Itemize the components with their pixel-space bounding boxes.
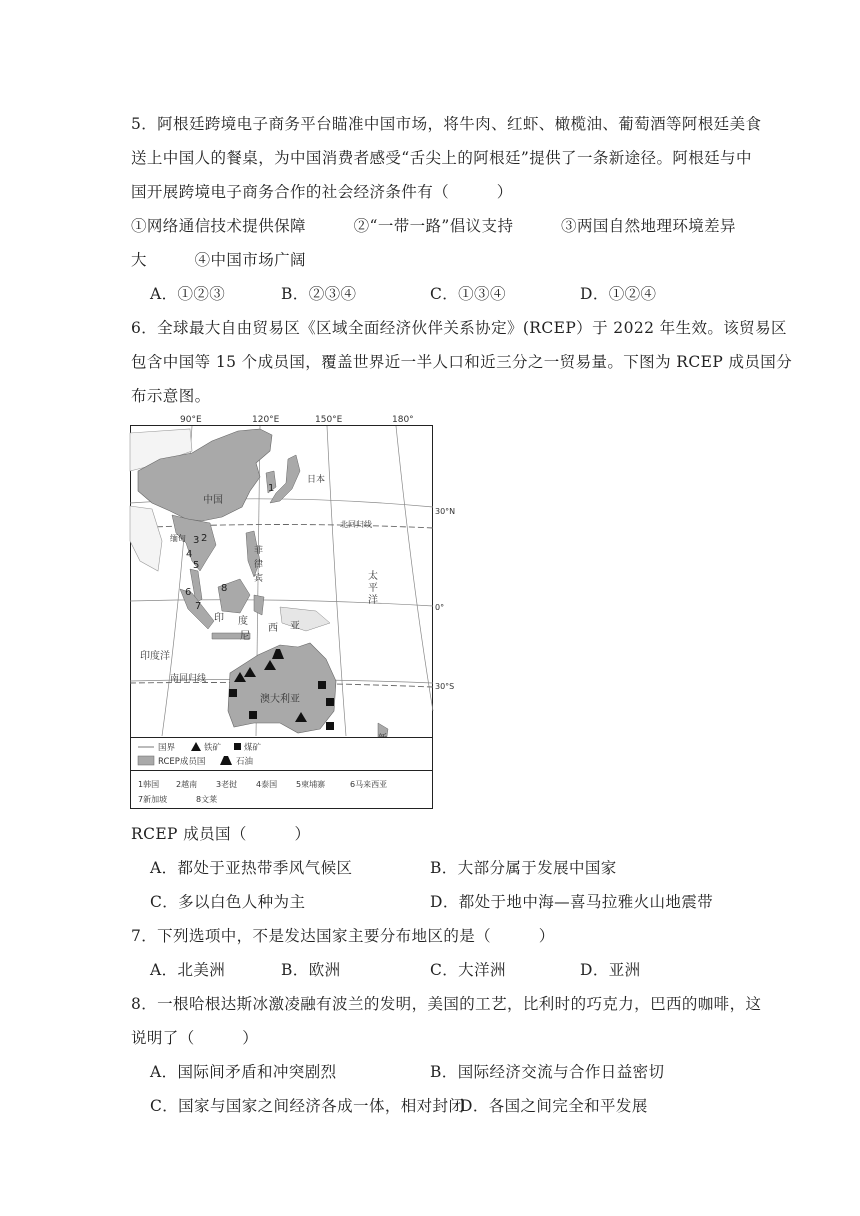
q7-option-b[interactable]: B．欧洲 bbox=[281, 961, 341, 979]
coal-legend-icon bbox=[234, 743, 241, 750]
q5-option-a[interactable]: A．①②③ bbox=[150, 285, 226, 303]
coal-icon bbox=[326, 722, 334, 730]
label-philippines-3: 宾 bbox=[254, 574, 264, 584]
key-2: 2越南 bbox=[176, 780, 198, 789]
q7-option-d[interactable]: D．亚洲 bbox=[580, 961, 641, 979]
q7-option-c[interactable]: C．大洋洲 bbox=[430, 961, 506, 979]
q6-option-d[interactable]: D．都处于地中海—喜马拉雅火山地震带 bbox=[430, 893, 714, 911]
lon-120e: 120°E bbox=[252, 415, 280, 425]
num-3: 3 bbox=[193, 535, 200, 546]
key-7: 7新加坡 bbox=[138, 795, 168, 804]
rcep-map bbox=[130, 411, 456, 809]
member-legend-icon bbox=[138, 756, 154, 765]
q5-statements-1: ①网络通信技术提供保障 ②“一带一路”倡议支持 ③两国自然地理环境差异 bbox=[131, 217, 736, 235]
q6-line-2: 包含中国等 15 个成员国，覆盖世界近一半人口和近三分之一贸易量。下图为 RCEP 成员国分 bbox=[131, 353, 793, 371]
num-6: 6 bbox=[185, 587, 192, 598]
legend-iron: 铁矿 bbox=[204, 743, 222, 753]
lat-30n: 30°N bbox=[435, 507, 456, 516]
q6-stem: RCEP 成员国（ ） bbox=[131, 825, 311, 843]
legend-border: 国界 bbox=[158, 743, 176, 753]
q5-option-c[interactable]: C．①③④ bbox=[430, 285, 506, 303]
q8-option-b[interactable]: B．国际经济交流与合作日益密切 bbox=[430, 1063, 665, 1081]
q8-line-2: 说明了（ ） bbox=[131, 1029, 259, 1047]
lon-90e: 90°E bbox=[180, 415, 202, 425]
label-myanmar: 缅甸 bbox=[170, 534, 186, 543]
q6-option-b[interactable]: B．大部分属于发展中国家 bbox=[430, 859, 617, 877]
label-pacific-2: 平 bbox=[368, 583, 378, 594]
q7-option-a[interactable]: A．北美洲 bbox=[150, 961, 226, 979]
q8-option-d[interactable]: D．各国之间完全和平发展 bbox=[460, 1097, 648, 1115]
legend-member: RCEP成员国 bbox=[158, 757, 206, 767]
lon-180: 180° bbox=[392, 415, 414, 425]
num-8: 8 bbox=[221, 583, 228, 594]
label-indonesia-4: 西 bbox=[268, 623, 278, 634]
coal-icon bbox=[249, 711, 257, 719]
label-philippines-1: 菲 bbox=[254, 546, 264, 556]
num-1: 1 bbox=[268, 483, 275, 494]
q5-option-b[interactable]: B．②③④ bbox=[281, 285, 357, 303]
q8-option-c[interactable]: C．国家与国家之间经济各成一体，相对封闭 bbox=[150, 1097, 465, 1115]
label-pacific-1: 太 bbox=[368, 571, 378, 582]
label-pacific-3: 洋 bbox=[368, 595, 378, 606]
q5-statements-2: 大 ④中国市场广阔 bbox=[131, 251, 306, 269]
label-china: 中国 bbox=[203, 495, 223, 506]
coal-icon bbox=[318, 681, 326, 689]
num-7: 7 bbox=[195, 601, 202, 612]
q6-line-1: 6．全球最大自由贸易区《区域全面经济伙伴关系协定》(RCEP）于 2022 年生效。该贸易区 bbox=[131, 319, 787, 337]
lat-0: 0° bbox=[435, 603, 445, 612]
q5-option-d[interactable]: D．①②④ bbox=[580, 285, 657, 303]
q6-option-a[interactable]: A．都处于亚热带季风气候区 bbox=[150, 859, 353, 877]
coal-icon bbox=[326, 698, 334, 706]
legend-coal: 煤矿 bbox=[244, 743, 262, 753]
label-australia: 澳大利亚 bbox=[260, 694, 300, 705]
q5-line-3: 国开展跨境电子商务合作的社会经济条件有（ ） bbox=[131, 183, 513, 201]
lon-150e: 150°E bbox=[315, 415, 343, 425]
label-indonesia-1: 印 bbox=[214, 613, 224, 624]
label-indonesia-5: 亚 bbox=[290, 621, 300, 632]
num-4: 4 bbox=[186, 549, 193, 560]
legend-box bbox=[131, 738, 433, 809]
q7-stem: 7．下列选项中，不是发达国家主要分布地区的是（ ） bbox=[131, 927, 555, 945]
key-5: 5柬埔寨 bbox=[296, 780, 326, 789]
label-indonesia-3: 尼 bbox=[240, 631, 250, 642]
label-japan: 日本 bbox=[307, 475, 326, 485]
key-8: 8文莱 bbox=[196, 795, 218, 804]
num-2: 2 bbox=[201, 533, 208, 544]
label-indonesia-2: 度 bbox=[238, 616, 248, 627]
lat-30s: 30°S bbox=[435, 682, 455, 691]
q8-line-1: 8．一根哈根达斯冰激凌融有波兰的发明，美国的工艺，比利时的巧克力，巴西的咖啡，这 bbox=[131, 995, 762, 1013]
region-sulawesi bbox=[254, 595, 264, 615]
label-tropic-south: 南回归线 bbox=[170, 674, 207, 684]
num-5: 5 bbox=[193, 560, 200, 571]
coal-icon bbox=[229, 689, 237, 697]
key-1: 1韩国 bbox=[138, 780, 160, 789]
label-philippines-2: 律 bbox=[254, 560, 264, 570]
key-4: 4泰国 bbox=[256, 780, 278, 789]
key-6: 6马来西亚 bbox=[350, 780, 388, 789]
q5-line-1: 5．阿根廷跨境电子商务平台瞄准中国市场，将牛肉、红虾、橄榄油、葡萄酒等阿根廷美食 bbox=[131, 115, 762, 133]
q6-option-c[interactable]: C．多以白色人种为主 bbox=[150, 893, 306, 911]
label-tropic-north: 北回归线 bbox=[340, 520, 372, 529]
q8-option-a[interactable]: A．国际间矛盾和冲突剧烈 bbox=[150, 1063, 337, 1081]
q5-line-2: 送上中国人的餐桌，为中国消费者感受“舌尖上的阿根廷”提供了一条新途径。阿根廷与中 bbox=[131, 149, 752, 167]
key-3: 3老挝 bbox=[216, 780, 238, 789]
label-indian-ocean: 印度洋 bbox=[140, 651, 170, 662]
q6-line-3: 布示意图。 bbox=[131, 387, 211, 405]
legend-oil: 石油 bbox=[236, 757, 254, 767]
